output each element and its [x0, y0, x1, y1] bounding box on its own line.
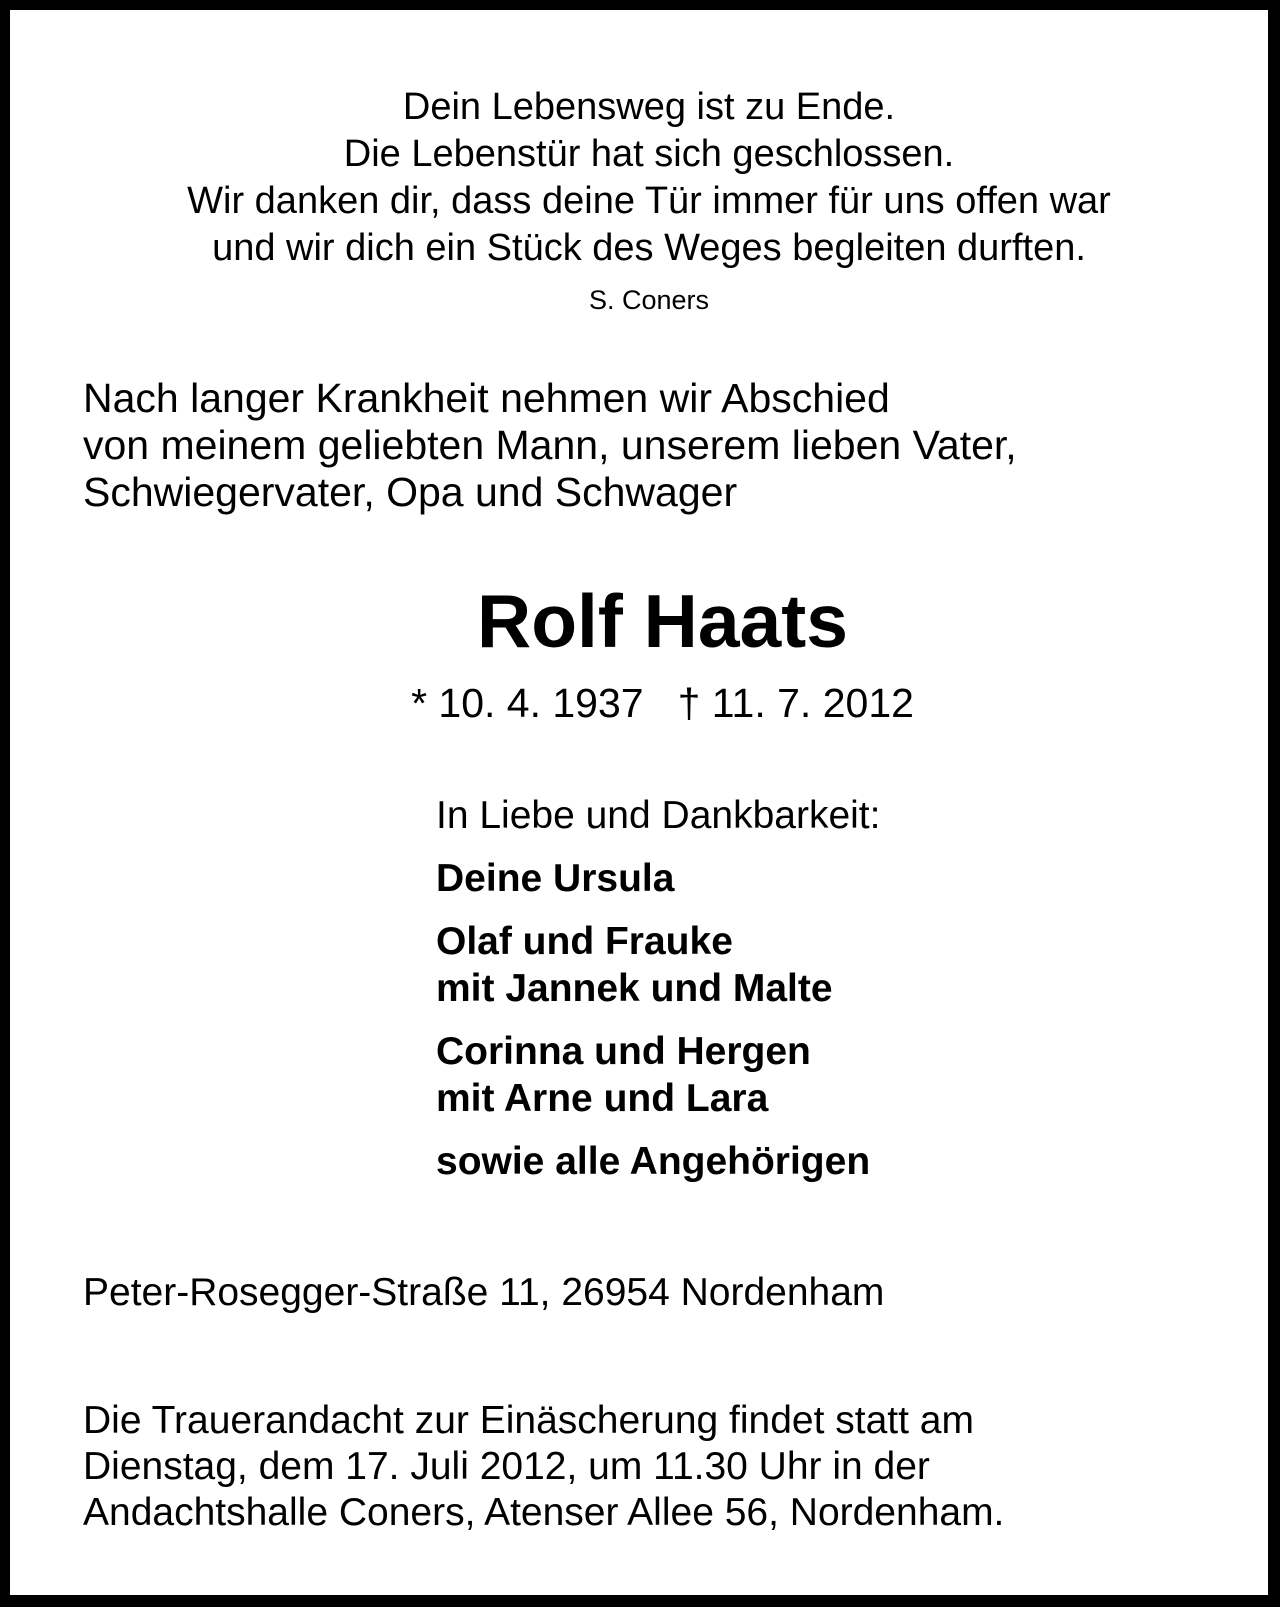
verse-line: Die Lebenstür hat sich geschlossen. — [343, 133, 955, 175]
farewell-line: Schwiegervater, Opa und Schwager — [83, 469, 738, 515]
mourners-intro: In Liebe und Dankbarkeit: — [436, 794, 881, 837]
family-address: Peter-Rosegger-Straße 11, 26954 Nordenham — [83, 1271, 885, 1314]
memorial-verse — [20, 84, 1278, 272]
verse-line: Wir danken dir, dass deine Tür immer für uns offen war — [187, 180, 1111, 222]
deceased-name: Rolf Haats — [477, 579, 848, 663]
mourner-line: sowie alle Angehörigen — [436, 1140, 871, 1183]
farewell-text — [83, 375, 1017, 516]
mourner-group — [436, 1028, 880, 1122]
farewell-line: von meinem geliebten Mann, unserem lieben Vater, — [83, 422, 1017, 468]
service-line: Die Trauerandacht zur Einäscherung findet statt am — [83, 1399, 974, 1442]
verse-author: S. Coners — [588, 285, 710, 315]
life-dates — [20, 678, 1280, 728]
birth-date: * 10. 4. 1937 — [411, 680, 644, 726]
service-line: Andachtshalle Coners, Atenser Allee 56, Nordenham. — [83, 1491, 1005, 1534]
mourner-line: Olaf und Frauke — [436, 920, 733, 963]
death-date: † 11. 7. 2012 — [677, 680, 914, 726]
mourner-group — [436, 918, 880, 1012]
mourner-line: Deine Ursula — [436, 857, 675, 900]
mourner-group — [436, 855, 880, 902]
verse-line: Dein Lebensweg ist zu Ende. — [402, 86, 896, 128]
mourner-line: Corinna und Hergen — [436, 1030, 811, 1073]
mourners-list — [436, 792, 880, 1185]
mourner-group — [436, 1138, 880, 1185]
farewell-line: Nach langer Krankheit nehmen wir Abschied — [83, 375, 890, 421]
service-details — [83, 1398, 1004, 1536]
mourner-line: mit Arne und Lara — [436, 1077, 769, 1120]
service-line: Dienstag, dem 17. Juli 2012, um 11.30 Uhr in der — [83, 1445, 930, 1488]
mourner-line: mit Jannek und Malte — [436, 967, 833, 1010]
verse-line: und wir dich ein Stück des Weges begleiten durften. — [212, 227, 1086, 269]
